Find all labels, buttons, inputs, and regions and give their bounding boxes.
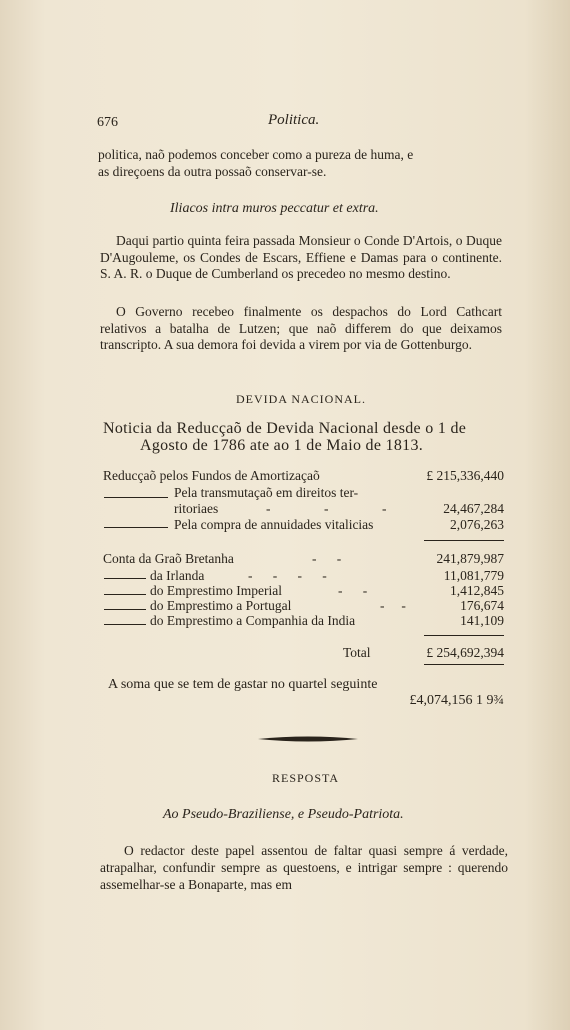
total-value: £ 254,692,394: [426, 645, 504, 660]
dash-rule: [104, 624, 146, 625]
dash-rule: [104, 527, 168, 528]
table-row-label: Reducçaõ pelos Fundos de Amortizaçaõ: [103, 468, 320, 483]
opening-line-1: politica, naõ podemos conceber como a pureza de huma, e: [98, 147, 414, 162]
table-row-value: 1,412,845: [450, 583, 504, 598]
epigraph: Iliacos intra muros peccatur et extra.: [170, 201, 379, 216]
section-heading-resposta: RESPOSTA: [272, 771, 340, 785]
quarter-value: £4,074,156 1 9¾: [409, 693, 504, 708]
total-label: Total: [343, 645, 371, 660]
dash-rule: [104, 578, 146, 579]
table-row-label: Pela compra de annuidades vitalicias: [174, 517, 374, 532]
table-row-label: Pela transmutaçaõ em direitos ter-: [174, 485, 359, 500]
dash-rule: [104, 609, 146, 610]
table-row-label: do Emprestimo a Portugal: [150, 598, 292, 613]
closing-paragraph: O redactor deste papel assentou de faltar quasi sempre á verdade, atrapalhar, confundir sempre as questoens, e intrigar sempre : querendo assemelhar-se a Bonaparte, mas em: [100, 843, 508, 892]
table-row-label: do Emprestimo Imperial: [150, 583, 282, 598]
dash-rule: [104, 497, 168, 498]
table-row-value: 2,076,263: [450, 517, 504, 532]
section-subtitle: Ao Pseudo-Braziliense, e Pseudo-Patriota.: [163, 807, 404, 822]
table-row-value: 24,467,284: [443, 501, 504, 516]
leader-dots: - -: [312, 551, 342, 566]
sum-rule: [424, 540, 504, 541]
leader-dots: - -: [338, 583, 368, 598]
table-row-value: £ 215,336,440: [426, 468, 504, 483]
section-heading-devida: DEVIDA NACIONAL.: [236, 392, 366, 406]
notice-line-2: Agosto de 1786 ate ao 1 de Maio de 1813.: [140, 437, 424, 454]
quarter-label: A soma que se tem de gastar no quartel seguinte: [108, 677, 378, 692]
leader-dots: - -: [380, 598, 406, 613]
sum-rule: [424, 635, 504, 636]
table-row-value: 11,081,779: [443, 568, 504, 583]
ornamental-rule: [258, 734, 358, 744]
paragraph-1: Daqui partio quinta feira passada Monsieur o Conde D'Artois, o Duque D'Augouleme, os Condes de Escars, Effiene e Damas para o continente. S. A. R. o Duque de Cumberland os precedeo no mesmo destino.: [100, 233, 502, 281]
leader-dots: - - -: [266, 501, 395, 516]
sum-rule: [424, 664, 504, 665]
notice-line-1: Noticia da Reducçaõ de Devida Nacional desde o 1 de: [103, 420, 467, 437]
table-row-label: ritoriaes: [174, 501, 219, 516]
page-number: 676: [97, 115, 118, 130]
table-row-value: 176,674: [460, 598, 504, 613]
leader-dots: - - - -: [248, 568, 327, 583]
table-row-value: 141,109: [460, 613, 504, 628]
table-row-label: Conta da Graõ Bretanha: [103, 551, 234, 566]
paragraph-2: O Governo recebeo finalmente os despachos do Lord Cathcart relativos a batalha de Lutzen; que naõ differem do que deixamos transcripto. A sua demora foi devida a virem por via de Gottenburgo.: [100, 304, 502, 352]
dash-rule: [104, 594, 146, 595]
running-title: Politica.: [268, 112, 320, 128]
opening-line-2: as direçoens da outra possaõ conservar-se.: [98, 164, 327, 179]
table-row-value: 241,879,987: [436, 551, 504, 566]
table-row-label: do Emprestimo a Companhia da India: [150, 613, 356, 628]
table-row-label: da Irlanda: [150, 568, 205, 583]
